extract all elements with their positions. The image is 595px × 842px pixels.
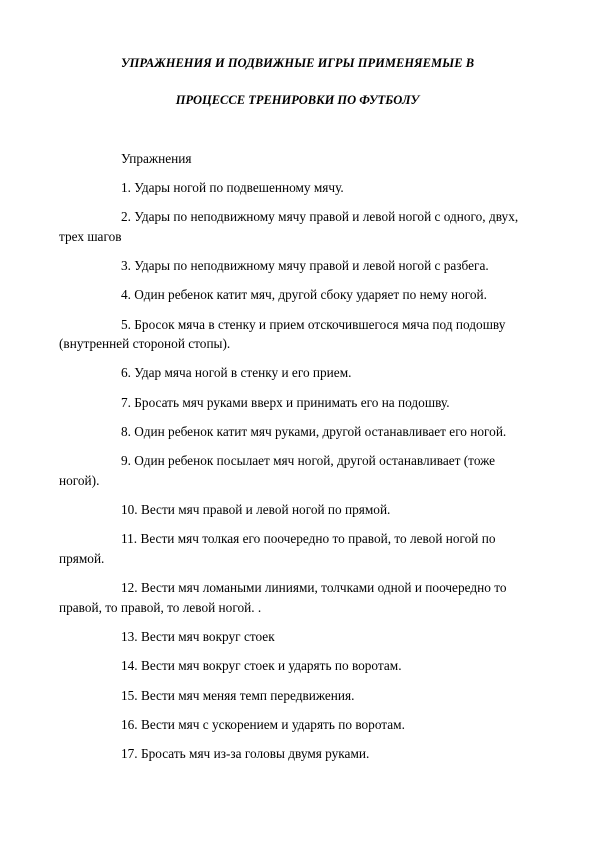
- list-item-5: 5. Бросок мяча в стенку и прием отскочившегося мяча под подошву: [121, 317, 506, 332]
- list-item-13: 13. Вести мяч вокруг стоек: [121, 629, 275, 644]
- list-item-6: 6. Удар мяча ногой в стенку и его прием.: [121, 365, 352, 380]
- list-item-7: 7. Бросать мяч руками вверх и принимать его на подошву.: [121, 395, 450, 410]
- list-item-1: 1. Удары ногой по подвешенному мячу.: [121, 180, 344, 195]
- list-item-2-continuation: трех шагов: [59, 229, 122, 244]
- list-item-5-continuation: (внутренней стороной стопы).: [59, 336, 231, 351]
- list-item-16: 16. Вести мяч с ускорением и ударять по воротам.: [121, 717, 405, 732]
- list-item-11-continuation: прямой.: [59, 551, 105, 566]
- list-item-9-continuation: ногой).: [59, 473, 100, 488]
- list-item-11: 11. Вести мяч толкая его поочередно то правой, то левой ногой по: [121, 531, 496, 546]
- list-item-12: 12. Вести мяч ломаными линиями, толчками одной и поочередно то: [121, 580, 507, 595]
- list-item-15: 15. Вести мяч меняя темп передвижения.: [121, 688, 355, 703]
- list-item-2: 2. Удары по неподвижному мячу правой и левой ногой с одного, двух,: [121, 209, 519, 224]
- section-heading: Упражнения: [121, 151, 192, 166]
- list-item-17: 17. Бросать мяч из-за головы двумя руками.: [121, 746, 370, 761]
- document-title-line-1: УПРАЖНЕНИЯ И ПОДВИЖНЫЕ ИГРЫ ПРИМЕНЯЕМЫЕ В: [120, 56, 475, 70]
- list-item-4: 4. Один ребенок катит мяч, другой сбоку ударяет по нему ногой.: [121, 287, 487, 302]
- list-item-9: 9. Один ребенок посылает мяч ногой, другой останавливает (тоже: [121, 453, 496, 468]
- document-title-line-2: ПРОЦЕССЕ ТРЕНИРОВКИ ПО ФУТБОЛУ: [175, 93, 420, 107]
- list-item-14: 14. Вести мяч вокруг стоек и ударять по воротам.: [121, 658, 402, 673]
- list-item-10: 10. Вести мяч правой и левой ногой по прямой.: [121, 502, 391, 517]
- list-item-3: 3. Удары по неподвижному мячу правой и левой ногой с разбега.: [121, 258, 489, 273]
- list-item-8: 8. Один ребенок катит мяч руками, другой останавливает его ногой.: [121, 424, 507, 439]
- list-item-12-continuation: правой, то правой, то левой ногой. .: [59, 600, 262, 615]
